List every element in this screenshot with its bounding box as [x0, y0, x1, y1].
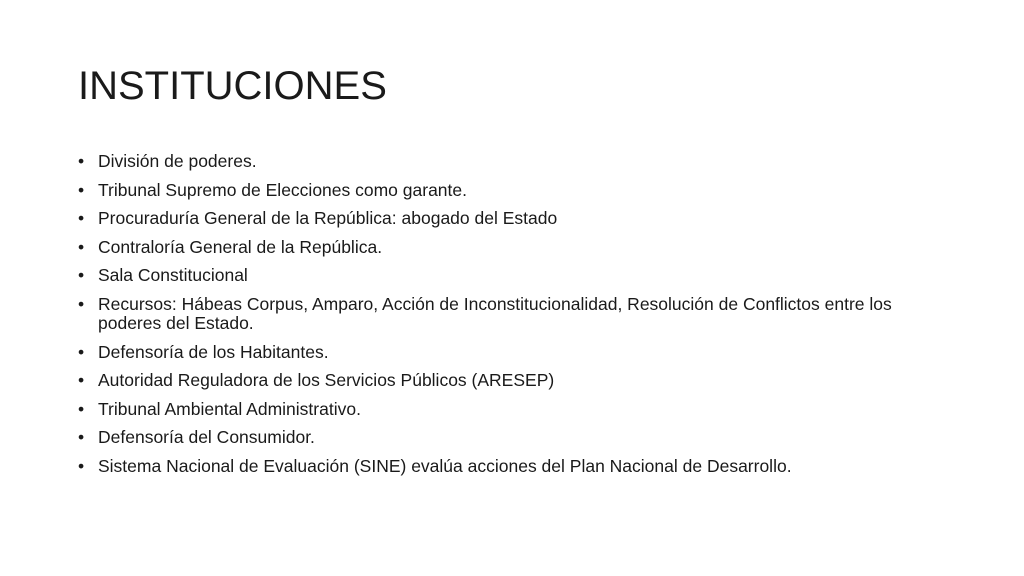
slide-title: INSTITUCIONES	[78, 64, 387, 108]
list-item-text: División de poderes.	[98, 151, 257, 171]
list-item	[78, 152, 958, 171]
list-item-text: Tribunal Ambiental Administrativo.	[98, 398, 361, 419]
bullet-icon: •	[78, 236, 85, 257]
list-item-text: Defensoría de los Habitantes.	[98, 341, 329, 362]
bullet-icon: •	[78, 427, 85, 448]
list-item	[78, 428, 958, 447]
bullet-icon: •	[78, 151, 85, 171]
bullet-icon: •	[78, 341, 85, 362]
bullet-icon: •	[78, 293, 85, 314]
list-item	[78, 400, 958, 419]
list-item	[78, 266, 958, 285]
list-item	[78, 343, 958, 362]
bullet-icon: •	[78, 398, 85, 419]
list-item	[78, 209, 958, 228]
list-item-text: Recursos: Hábeas Corpus, Amparo, Acción de Inconstitucionalidad, Resolución de Conflictos entre los poderes del Estado.	[98, 293, 892, 333]
list-item-text: Defensoría del Consumidor.	[98, 427, 315, 448]
bullet-icon: •	[78, 208, 85, 229]
list-item-text: Procuraduría General de la República: abogado del Estado	[98, 208, 558, 229]
bullet-icon: •	[78, 265, 85, 286]
list-item-text: Autoridad Reguladora de los Servicios Públicos (ARESEP)	[98, 370, 555, 391]
list-item	[78, 457, 958, 476]
list-item	[78, 371, 958, 390]
bullet-icon: •	[78, 179, 85, 200]
bullet-list	[78, 152, 958, 486]
bullet-icon: •	[78, 455, 85, 476]
list-item	[78, 238, 958, 257]
list-item	[78, 295, 958, 333]
list-item	[78, 181, 958, 200]
list-item-text: Tribunal Supremo de Elecciones como garante.	[98, 179, 467, 200]
bullet-icon: •	[78, 370, 85, 391]
list-item-text: Contraloría General de la República.	[98, 236, 383, 257]
list-item-text: Sistema Nacional de Evaluación (SINE) evalúa acciones del Plan Nacional de Desarrollo.	[98, 455, 792, 476]
list-item-text: Sala Constitucional	[98, 265, 248, 286]
